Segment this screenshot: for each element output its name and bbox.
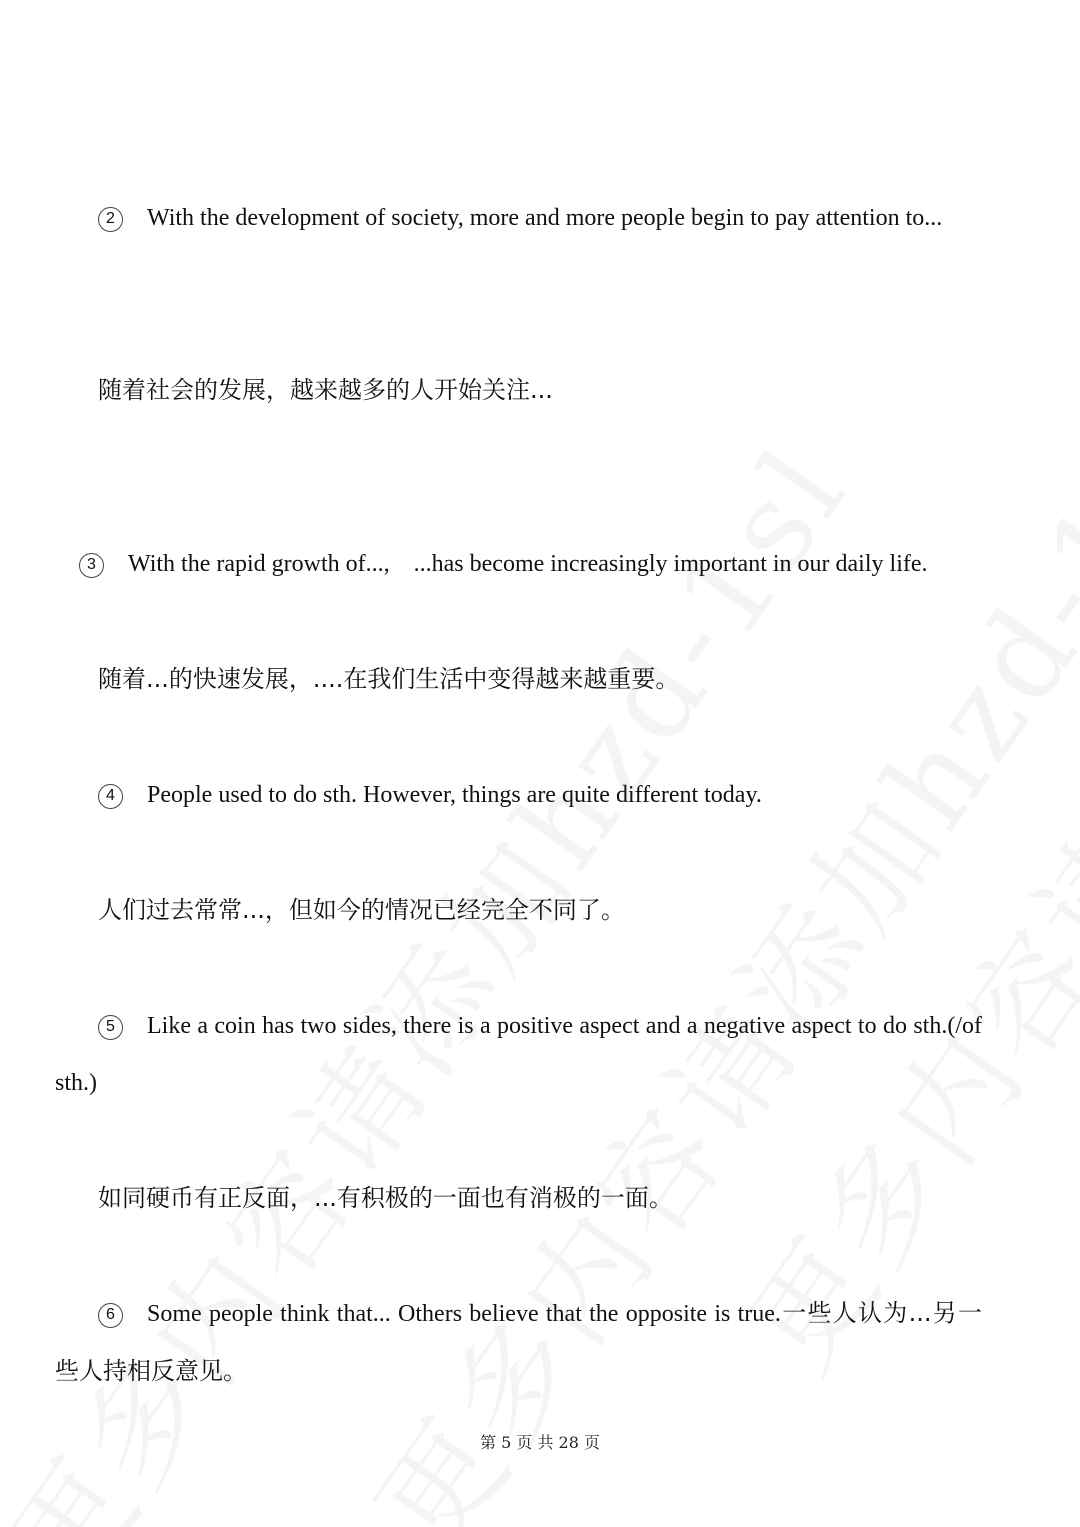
phrase-text: With the rapid growth of..., ...has become increasingly important in our daily life. — [128, 551, 928, 577]
item-number-badge: 4 — [98, 784, 123, 809]
item-number-badge: 6 — [98, 1303, 123, 1328]
phrase-text: Like a coin has two sides, there is a positive aspect and a negative aspect to do sth.(/of sth.) — [55, 1013, 982, 1096]
phrase-text: With the development of society, more and more people begin to pay attention to... — [147, 205, 943, 231]
phrase-text: People used to do sth. However, things are quite different today. — [147, 782, 762, 808]
phrase-chinese: 人们过去常常...，但如今的情况已经完全不同了。 — [98, 896, 625, 924]
item-number-badge: 3 — [79, 553, 104, 578]
phrase-text: Some people think that... Others believe that the opposite is true. — [147, 1301, 781, 1327]
phrase-english — [55, 190, 982, 247]
page-footer: 第 5 页 共 28 页 — [480, 1433, 600, 1452]
phrase-chinese: 随着...的快速发展，....在我们生活中变得越来越重要。 — [98, 665, 680, 693]
phrase-english — [55, 998, 982, 1112]
phrase-english — [55, 767, 982, 824]
phrase-chinese-inline: 一些人认为...另一些人持相反意见。 — [55, 1299, 983, 1385]
phrase-english — [55, 479, 982, 650]
phrase-chinese: 如同硬币有正反面，...有积极的一面也有消极的一面。 — [98, 1184, 673, 1212]
item-number-badge: 5 — [98, 1015, 123, 1040]
item-number-badge: 2 — [98, 207, 123, 232]
phrase-english — [55, 1285, 982, 1401]
phrase-chinese: 随着社会的发展，越来越多的人开始关注... — [98, 376, 553, 404]
